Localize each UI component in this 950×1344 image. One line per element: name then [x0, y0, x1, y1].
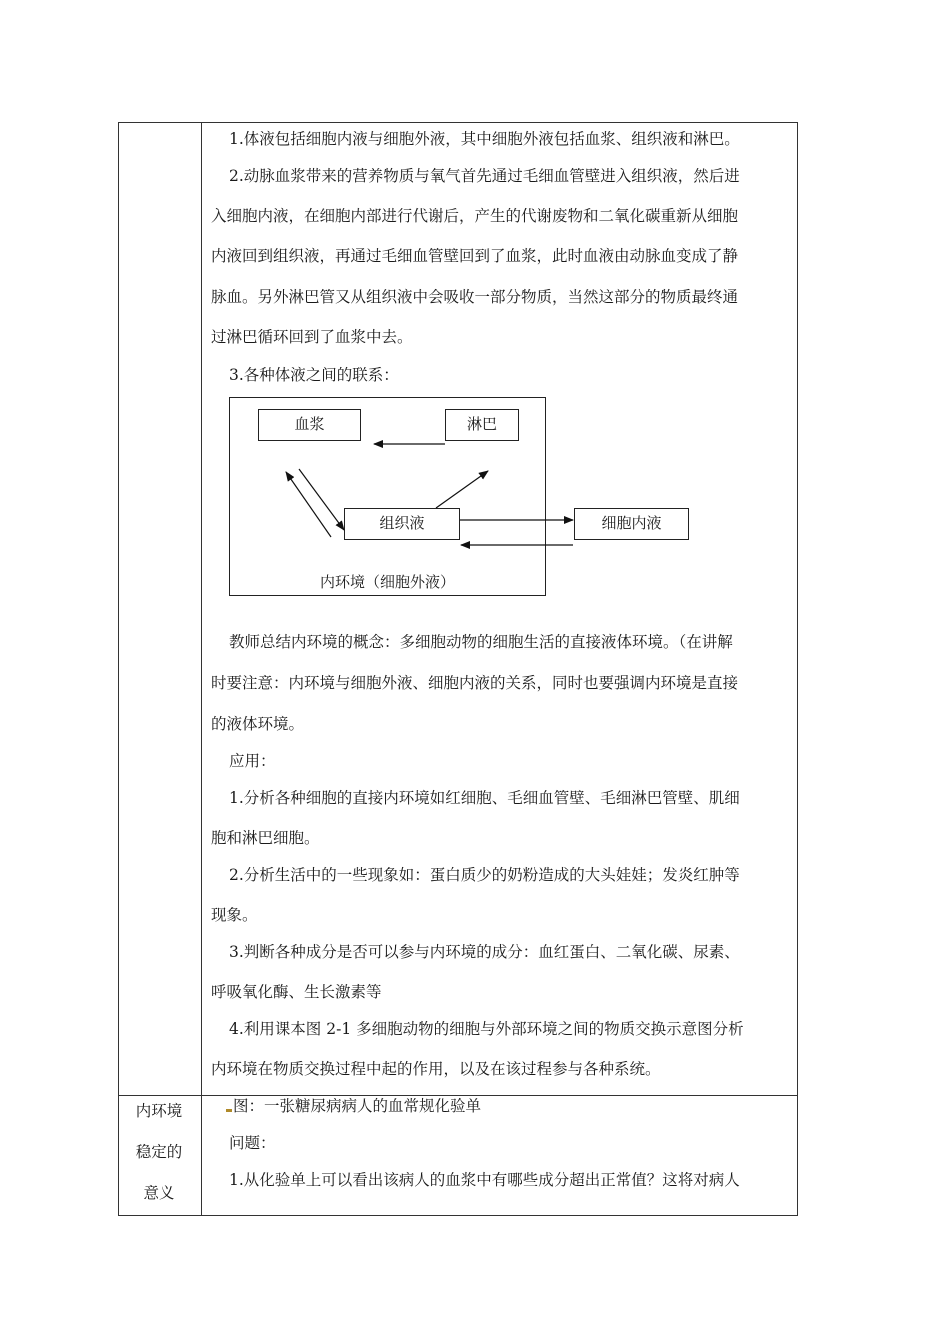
paragraph-exchange-line2: 入细胞内液，在细胞内部进行代谢后，产生的代谢废物和二氧化碳重新从细胞 — [211, 207, 739, 225]
paragraph-exchange-line3: 内液回到组织液，再通过毛细血管壁回到了血浆，此时血液由动脉血变成了静 — [211, 247, 739, 265]
paragraph-lab-report: 图：一张糖尿病病人的血常规化验单 — [233, 1097, 482, 1115]
paragraph-app1-line2: 胞和淋巴细胞。 — [211, 829, 320, 847]
lymph-box: 淋巴 — [445, 409, 519, 441]
row-label-line3: 意义 — [143, 1184, 175, 1202]
row-label-line1: 内环境 — [135, 1102, 183, 1120]
arrow-tissue-to-lymph — [436, 471, 488, 508]
paragraph-app4-line1: 4.利用课本图 2-1 多细胞动物的细胞与外部环境之间的物质交换示意图分析 — [229, 1020, 744, 1038]
paragraph-exchange-line4: 脉血。另外淋巴管又从组织液中会吸收一部分物质，当然这部分的物质最终通 — [211, 288, 739, 306]
tissue-fluid-box: 组织液 — [344, 508, 460, 540]
highlight-mark — [226, 1109, 232, 1112]
paragraph-question1: 1.从化验单上可以看出该病人的血浆中有哪些成分超出正常值？这将对病人 — [229, 1171, 740, 1189]
intracellular-fluid-box: 细胞内液 — [574, 508, 689, 540]
paragraph-app2-line1: 2.分析生活中的一些现象如：蛋白质少的奶粉造成的大头娃娃；发炎红肿等 — [229, 866, 740, 884]
paragraph-summary-line2: 时要注意：内环境与细胞外液、细胞内液的关系，同时也要强调内环境是直接 — [211, 674, 739, 692]
internal-environment-label: 内环境（细胞外液） — [319, 573, 455, 591]
paragraph-body-fluid: 1.体液包括细胞内液与细胞外液，其中细胞外液包括血浆、组织液和淋巴。 — [229, 130, 740, 148]
paragraph-summary-line1: 教师总结内环境的概念：多细胞动物的细胞生活的直接液体环境。（在讲解 — [229, 633, 733, 651]
paragraph-app2-line2: 现象。 — [211, 906, 258, 924]
paragraph-relations-heading: 3.各种体液之间的联系： — [229, 366, 399, 384]
paragraph-summary-line3: 的液体环境。 — [211, 715, 305, 733]
paragraph-app1-line1: 1.分析各种细胞的直接内环境如红细胞、毛细血管壁、毛细淋巴管壁、肌细 — [229, 789, 740, 807]
paragraph-exchange-line5: 过淋巴循环回到了血浆中去。 — [211, 328, 413, 346]
paragraph-application-heading: 应用： — [229, 752, 276, 770]
plasma-box: 血浆 — [258, 409, 361, 441]
row-label-line2: 稳定的 — [135, 1143, 183, 1161]
paragraph-app3-line2: 呼吸氧化酶、生长激素等 — [211, 983, 382, 1001]
paragraph-app3-line1: 3.判断各种成分是否可以参与内环境的成分：血红蛋白、二氧化碳、尿素、 — [229, 943, 740, 961]
paragraph-exchange-line1: 2.动脉血浆带来的营养物质与氧气首先通过毛细血管壁进入组织液，然后进 — [229, 167, 740, 185]
paragraph-question-heading: 问题： — [229, 1134, 276, 1152]
paragraph-app4-line2: 内环境在物质交换过程中起的作用，以及在该过程参与各种系统。 — [211, 1060, 661, 1078]
